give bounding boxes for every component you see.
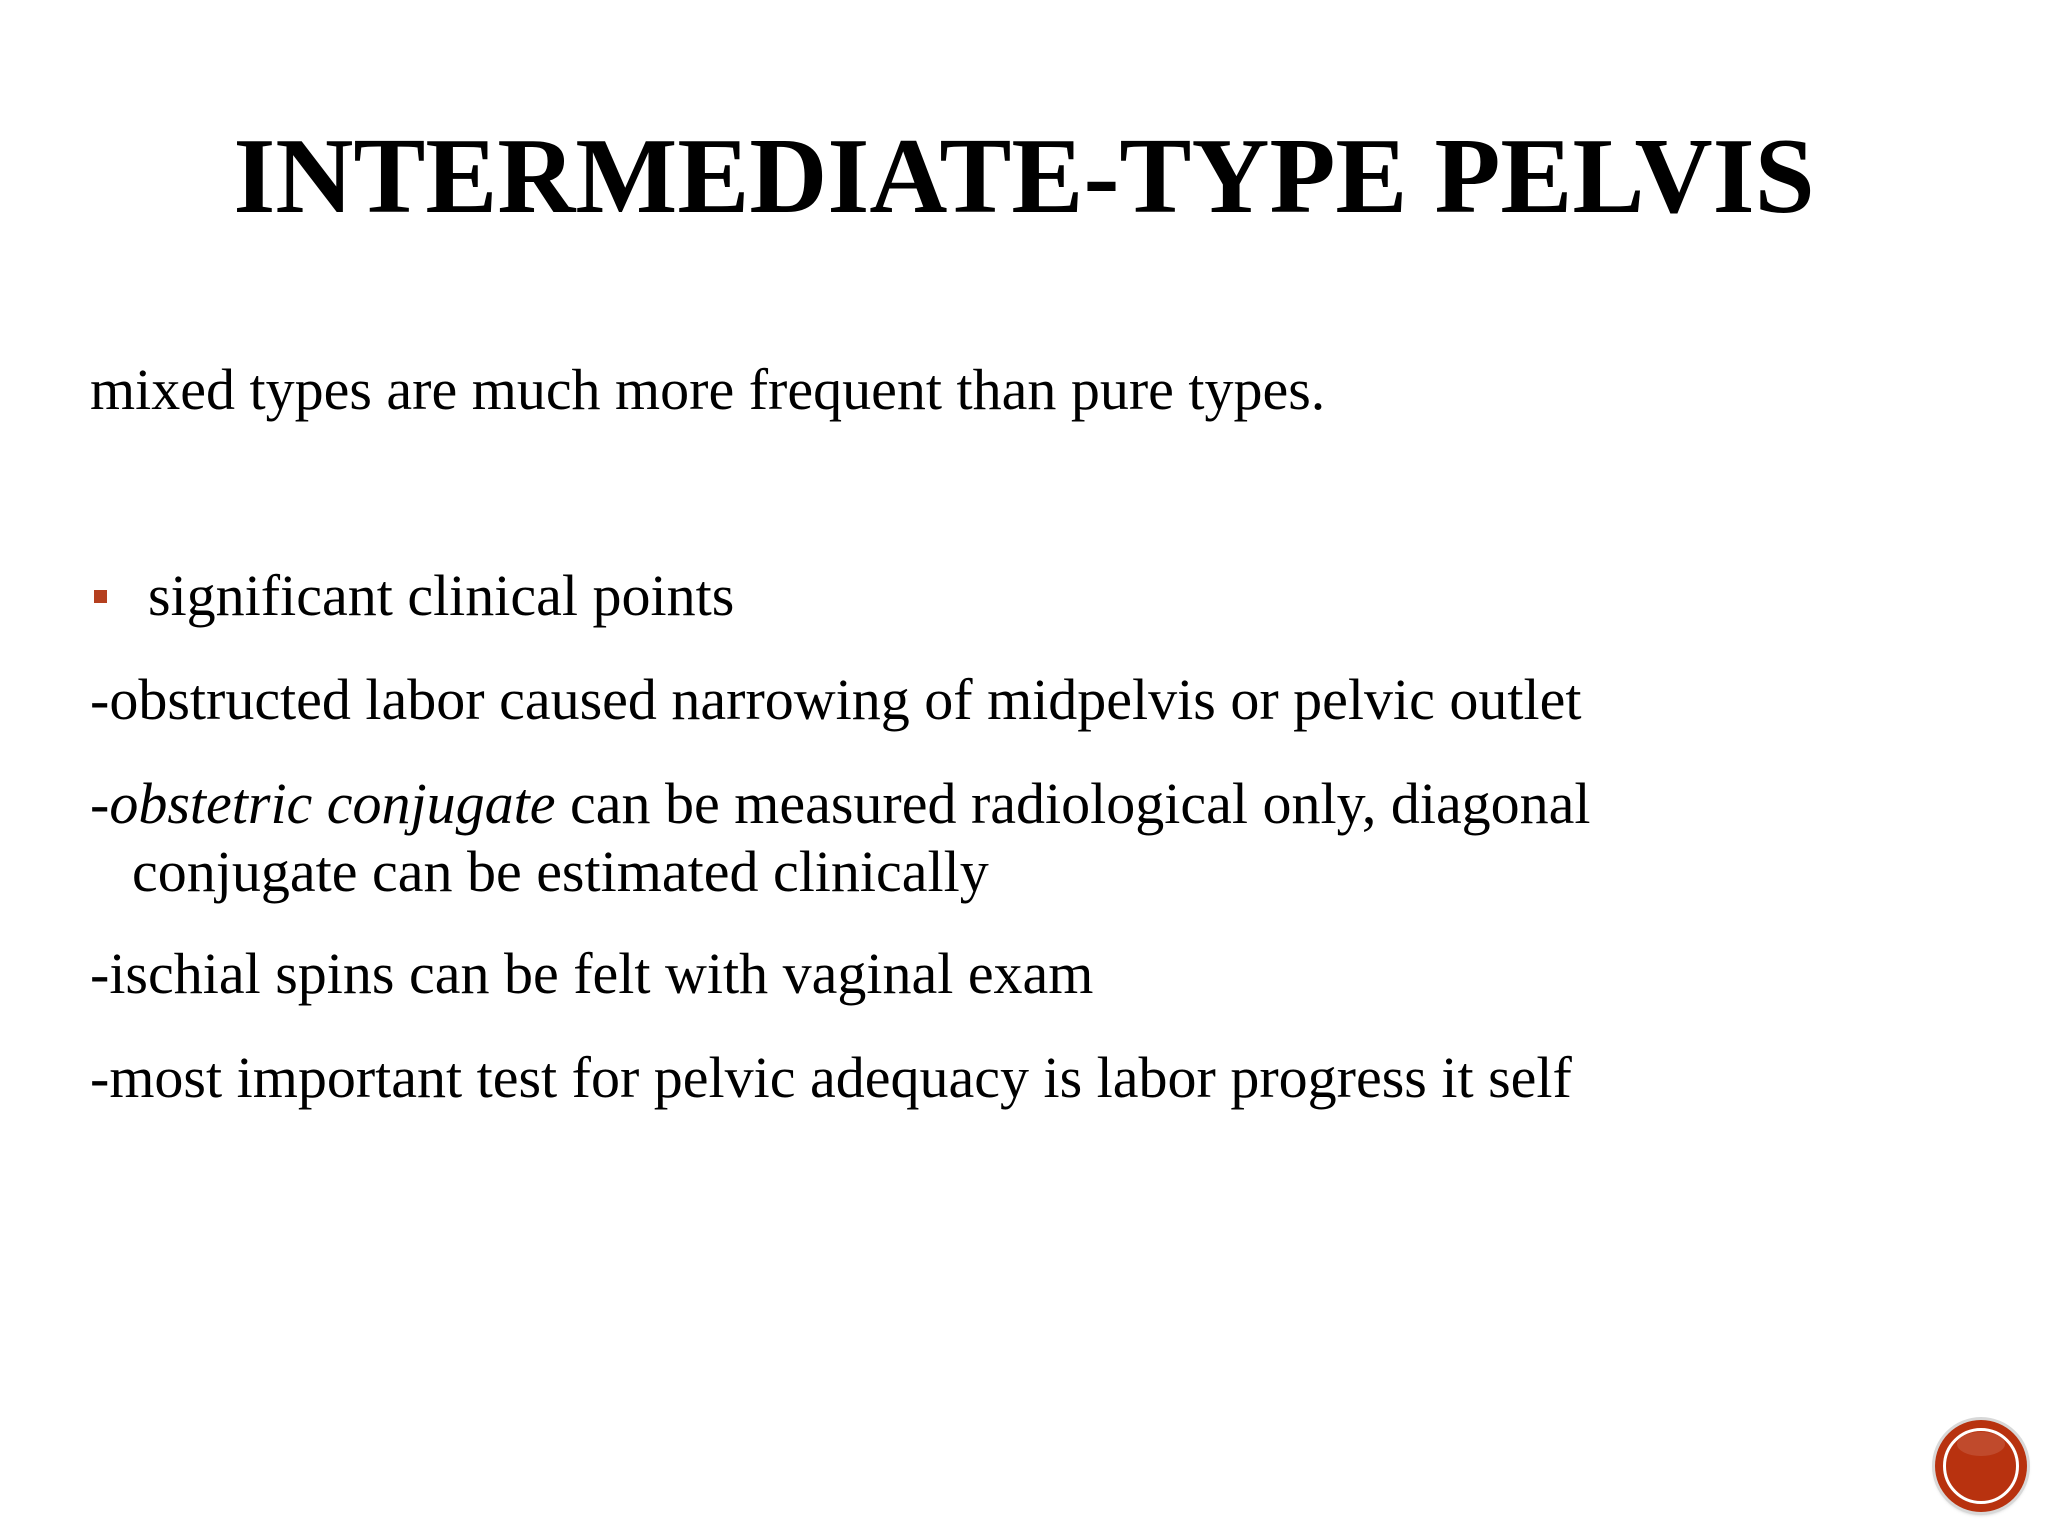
slide-title: INTERMEDIATE-TYPE PELVIS: [233, 117, 1815, 236]
point-obstructed-labor: -obstructed labor caused narrowing of midpelvis or pelvic outlet: [90, 667, 1582, 732]
obstetric-conjugate-term: obstetric conjugate: [109, 771, 556, 836]
point-rest: can be measured radiological only, diagonal: [555, 771, 1591, 836]
point-prefix: -: [90, 771, 110, 836]
nav-circle-button[interactable]: [1935, 1420, 2027, 1512]
point-obstetric-conjugate: [90, 770, 1591, 838]
point-ischial-spines: -ischial spins can be felt with vaginal exam: [90, 941, 1094, 1006]
point-obstetric-conjugate-continuation: conjugate can be estimated clinically: [132, 839, 989, 904]
nav-shine-icon: [1957, 1432, 2005, 1456]
bullet-square-icon: [94, 590, 107, 603]
bullet-heading: significant clinical points: [148, 563, 735, 628]
intro-text: mixed types are much more frequent than pure types.: [90, 357, 1326, 422]
point-labor-progress: -most important test for pelvic adequacy is labor progress it self: [90, 1045, 1572, 1110]
